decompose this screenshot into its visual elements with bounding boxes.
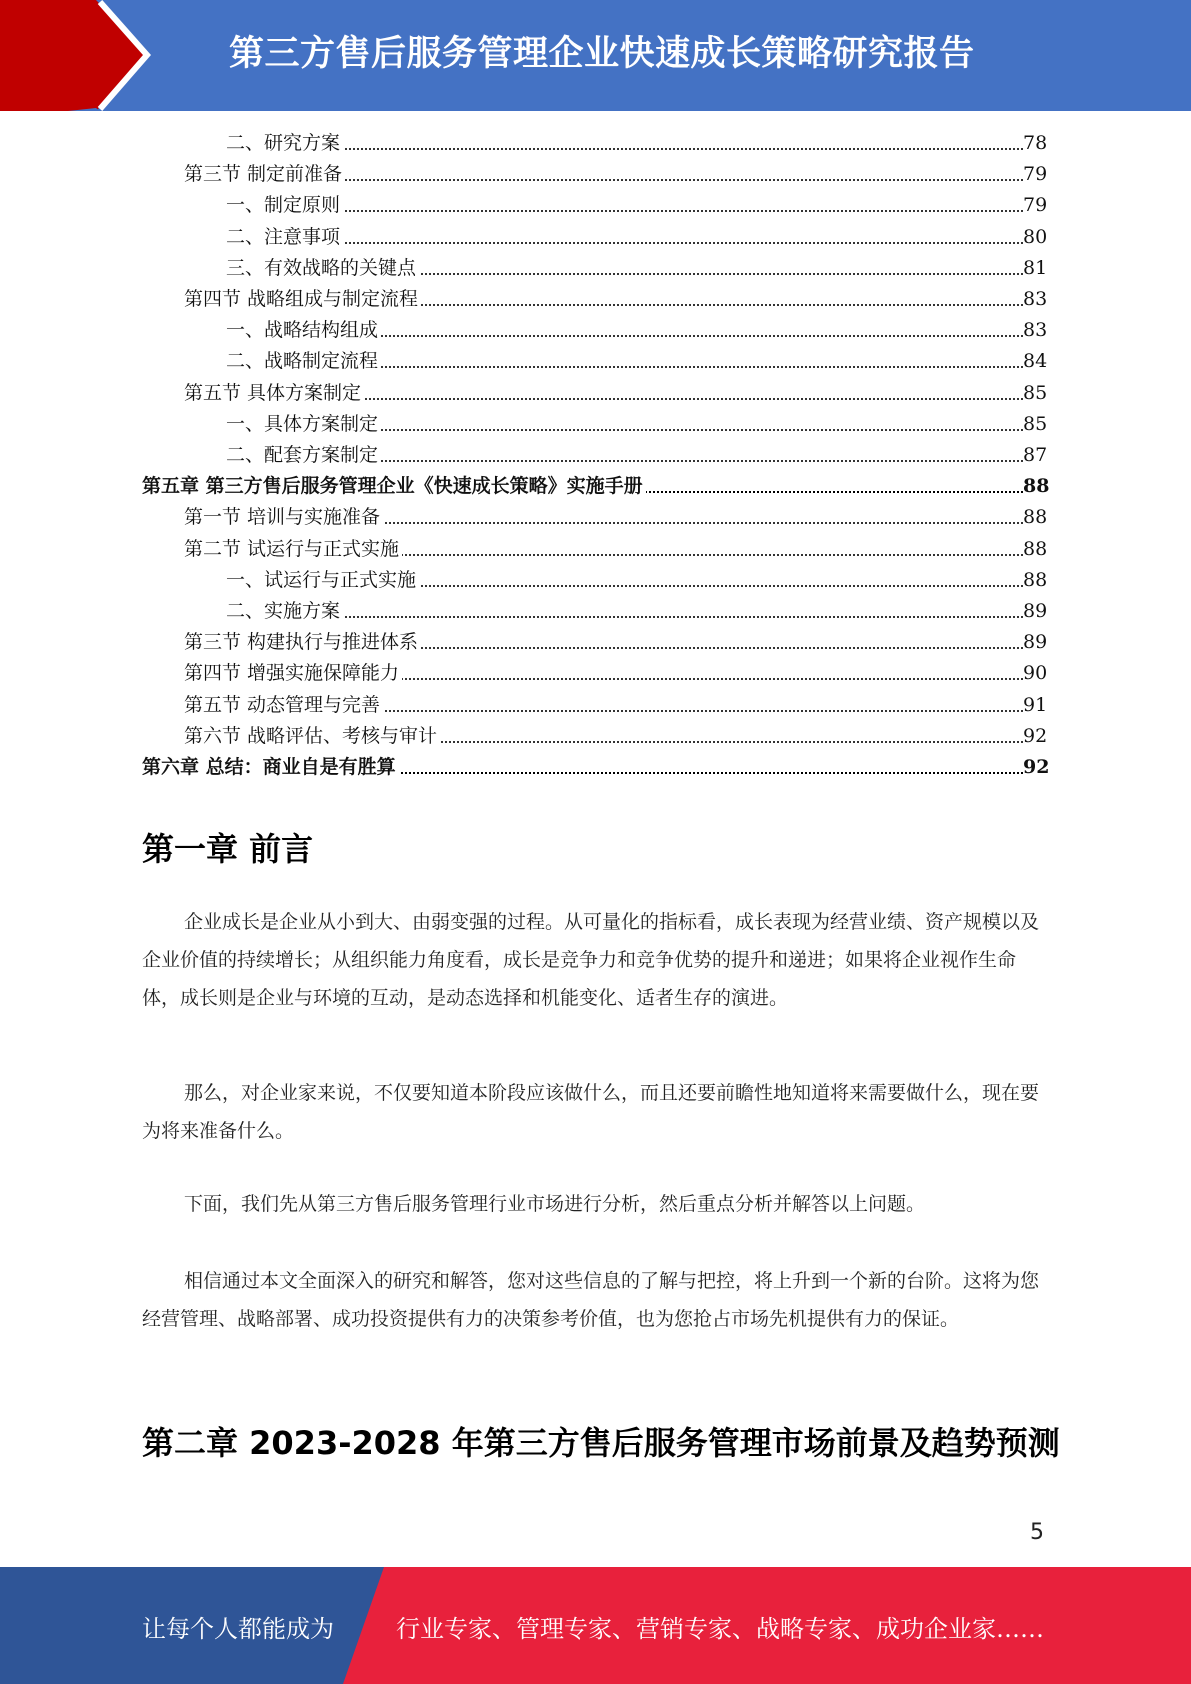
toc-entry[interactable] — [0, 658, 1191, 689]
toc-entry-label: 第二节 试运行与正式实施 — [184, 534, 402, 565]
toc-entry-page: 80 — [1023, 222, 1047, 253]
footer-slogan-right: 行业专家、管理专家、营销专家、战略专家、成功企业家…… — [396, 1615, 1044, 1643]
toc-entry-label: 第五节 动态管理与完善 — [184, 690, 383, 721]
toc-entry-page: 89 — [1023, 596, 1047, 627]
toc-entry[interactable] — [0, 596, 1191, 627]
toc-entry-page: 92 — [1023, 752, 1047, 783]
toc-entry-label: 一、试运行与正式实施 — [226, 565, 419, 596]
toc-entry-label: 二、配套方案制定 — [226, 440, 381, 471]
toc-entry-label: 二、研究方案 — [226, 128, 343, 159]
toc-entry[interactable] — [0, 222, 1191, 253]
toc-entry-page: 83 — [1023, 284, 1047, 315]
toc-entry-label: 第五节 具体方案制定 — [184, 378, 364, 409]
toc-entry[interactable] — [0, 565, 1191, 596]
toc-entry-page: 87 — [1023, 440, 1047, 471]
toc-entry-label: 一、战略结构组成 — [226, 315, 381, 346]
toc-entry[interactable] — [0, 690, 1191, 721]
toc-entry-page: 92 — [1023, 721, 1047, 752]
toc-entry-label: 第三节 构建执行与推进体系 — [184, 627, 421, 658]
toc-entry-label: 二、战略制定流程 — [226, 346, 381, 377]
header-chevron-decoration — [0, 0, 200, 111]
toc-entry-page: 89 — [1023, 627, 1047, 658]
toc-entry-label: 二、实施方案 — [226, 596, 343, 627]
paragraph: 相信通过本文全面深入的研究和解答，您对这些信息的了解与把控，将上升到一个新的台阶。这将为您经营管理、战略部署、成功投资提供有力的决策参考价值，也为您抢占市场先机提供有力的保证。 — [142, 1270, 1040, 1330]
toc-entry[interactable] — [0, 190, 1191, 221]
toc-entry-page: 81 — [1023, 253, 1047, 284]
toc-entry[interactable] — [0, 752, 1191, 783]
toc-entry[interactable] — [0, 721, 1191, 752]
toc-entry[interactable] — [0, 284, 1191, 315]
toc-entry[interactable] — [0, 534, 1191, 565]
toc-dot-leader — [226, 242, 1047, 244]
toc-dot-leader — [226, 148, 1047, 150]
toc-entry-page: 78 — [1023, 128, 1047, 159]
toc-entry-page: 84 — [1023, 346, 1047, 377]
chapter-1-heading: 第一章 前言 — [142, 830, 314, 868]
toc-entry-page: 91 — [1023, 690, 1047, 721]
toc-entry-label: 第四节 战略组成与制定流程 — [184, 284, 421, 315]
toc-entry-page: 88 — [1023, 502, 1047, 533]
page-number: 5 — [1030, 1520, 1044, 1545]
toc-entry-label: 三、有效战略的关键点 — [226, 253, 419, 284]
chapter-2-heading: 第二章 2023-2028 年第三方售后服务管理市场前景及趋势预测 — [142, 1424, 1060, 1462]
toc-entry[interactable] — [0, 315, 1191, 346]
toc-entry-label: 二、注意事项 — [226, 222, 343, 253]
toc-entry-label: 第三节 制定前准备 — [184, 159, 345, 190]
toc-entry-label: 第一节 培训与实施准备 — [184, 502, 383, 533]
toc-entry[interactable] — [0, 128, 1191, 159]
toc-entry-page: 88 — [1023, 534, 1047, 565]
toc-entry-page: 85 — [1023, 378, 1047, 409]
toc-entry-label: 第四节 增强实施保障能力 — [184, 658, 402, 689]
toc-entry[interactable] — [0, 440, 1191, 471]
toc-entry[interactable] — [0, 346, 1191, 377]
toc-entry-page: 79 — [1023, 159, 1047, 190]
toc-entry-page: 79 — [1023, 190, 1047, 221]
toc-entry[interactable] — [0, 502, 1191, 533]
toc-dot-leader — [226, 210, 1047, 212]
footer-slogan-left: 让每个人都能成为 — [142, 1615, 334, 1643]
toc-entry-label: 第五章 第三方售后服务管理企业《快速成长策略》实施手册 — [142, 471, 646, 502]
toc-entry-label: 一、具体方案制定 — [226, 409, 381, 440]
toc-entry-page: 85 — [1023, 409, 1047, 440]
toc-entry-label: 第六节 战略评估、考核与审计 — [184, 721, 440, 752]
toc-entry[interactable] — [0, 253, 1191, 284]
toc-entry-page: 83 — [1023, 315, 1047, 346]
toc-entry[interactable] — [0, 409, 1191, 440]
toc-entry[interactable] — [0, 159, 1191, 190]
paragraph: 企业成长是企业从小到大、由弱变强的过程。从可量化的指标看，成长表现为经营业绩、资产规模以及企业价值的持续增长；从组织能力角度看，成长是竞争力和竞争优势的提升和递进；如果将企业视作生命体，成长则是企业与环境的互动，是动态选择和机能变化、适者生存的演进。 — [142, 911, 1040, 1009]
report-title: 第三方售后服务管理企业快速成长策略研究报告 — [229, 34, 975, 74]
page-footer — [0, 1567, 1191, 1684]
toc-entry-page: 88 — [1023, 471, 1047, 502]
toc-entry-page: 90 — [1023, 658, 1047, 689]
toc-dot-leader — [226, 616, 1047, 618]
toc-entry-page: 88 — [1023, 565, 1047, 596]
paragraph: 下面，我们先从第三方售后服务管理行业市场进行分析，然后重点分析并解答以上问题。 — [184, 1193, 926, 1215]
page-header — [0, 0, 1191, 111]
toc-entry[interactable] — [0, 471, 1191, 502]
toc-entry[interactable] — [0, 627, 1191, 658]
toc-entry-label: 第六章 总结：商业自是有胜算 — [142, 752, 399, 783]
toc-entry[interactable] — [0, 378, 1191, 409]
toc-entry-label: 一、制定原则 — [226, 190, 343, 221]
paragraph: 那么，对企业家来说，不仅要知道本阶段应该做什么，而且还要前瞻性地知道将来需要做什么，现在要为将来准备什么。 — [142, 1082, 1040, 1142]
